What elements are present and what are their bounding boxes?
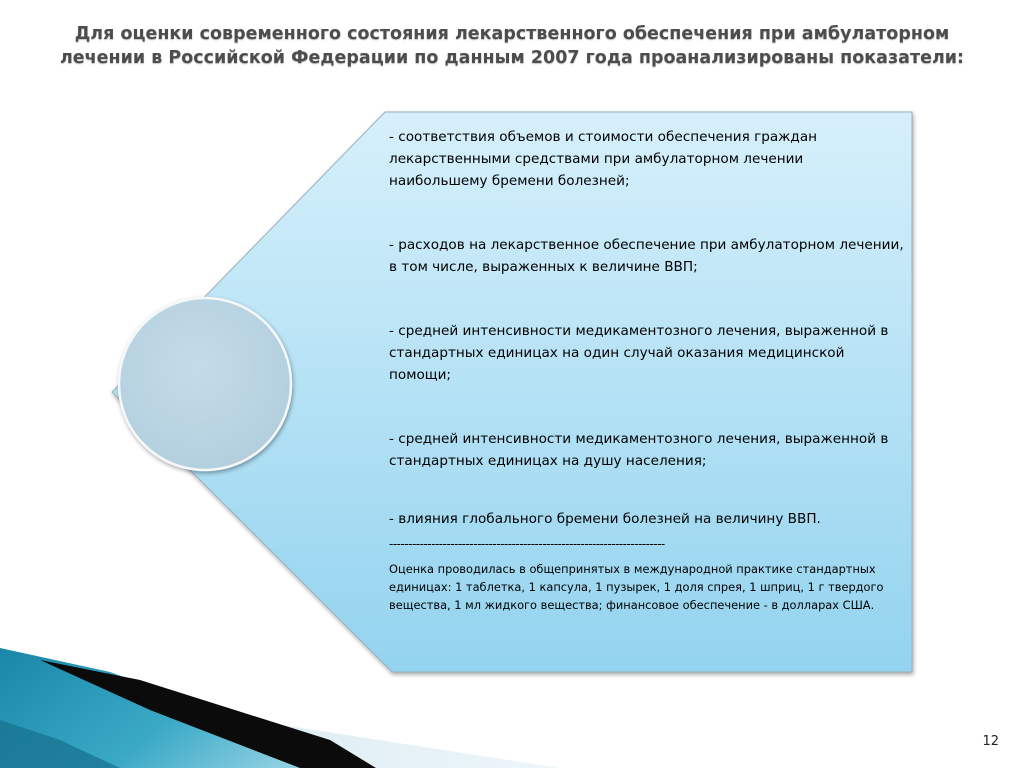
list-item: - влияния глобального бремени болезней на величину ВВП. (389, 511, 821, 527)
page-number: 12 (982, 734, 999, 749)
separator-line: ------------------------------------------------------------------------ (389, 537, 665, 551)
slide-title: Для оценки современного состояния лекарственного обеспечения при амбулаторном лечении в Российской Федерации по данным 2007 года проанализированы показатели: (59, 24, 965, 68)
list-item: - средней интенсивности медикаментозного лечения, выраженной в стандартных единицах на один случай оказания медицинской помощи; (389, 323, 889, 383)
list-item: - соответствия объемов и стоимости обеспечения граждан лекарственными средствами при амбулаторном лечении наибольшему бремени болезней; (389, 129, 818, 189)
list-item: - расходов на лекарственное обеспечение при амбулаторном лечении, в том числе, выраженных к величине ВВП; (389, 237, 904, 275)
footnote: Оценка проводилась в общепринятых в международной практике стандартных единицах: 1 таблетка, 1 капсула, 1 пузырек, 1 доля спрея, 1 шприц, 1 г твердого вещества, 1 мл жидкого вещества; финансовое обеспечение - в долларах США. (389, 562, 884, 612)
list-item: - средней интенсивности медикаментозного лечения, выраженной в стандартных единицах на душу населения; (389, 431, 889, 469)
